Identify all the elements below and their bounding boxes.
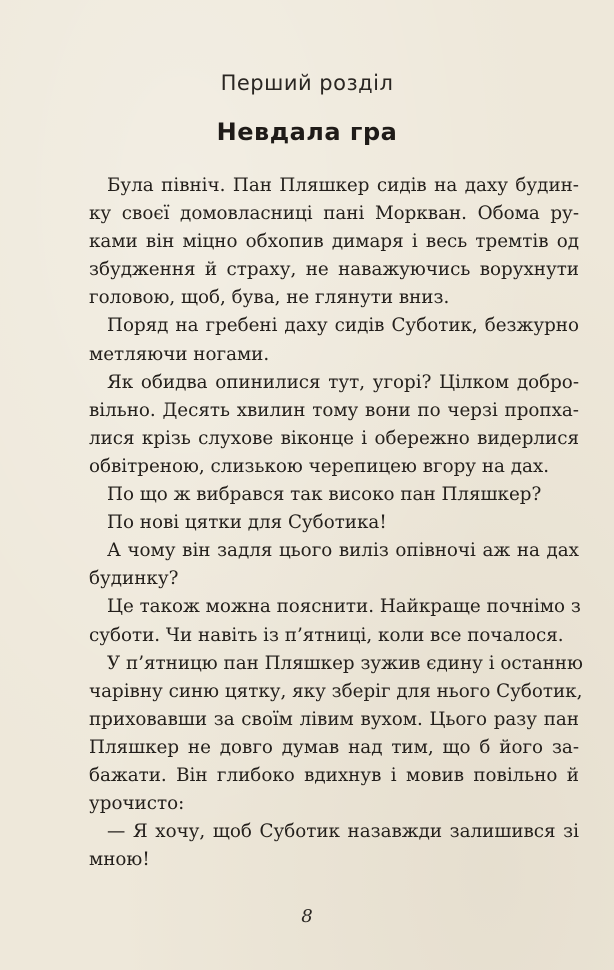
text-line: обвітреною, слизькою черепицею вгору на дах. xyxy=(89,455,550,477)
text-line: Поряд на гребені даху сидів Суботик, безжурно xyxy=(107,315,579,337)
chapter-label: Перший розділ xyxy=(220,71,394,95)
text-line: А чому він задля цього виліз опівночі аж на дах xyxy=(107,540,579,562)
text-line: Була північ. Пан Пляшкер сидів на даху будин- xyxy=(107,175,579,196)
text-line: бажати. Він глибоко вдихнув і мовив повільно й xyxy=(89,764,579,786)
text-line: ку своєї домовласниці пані Моркван. Обома ру- xyxy=(89,203,579,225)
text-line: вільно. Десять хвилин тому вони по черзі пропха- xyxy=(89,399,579,421)
text-line: чарівну синю цятку, яку зберіг для нього Суботик, xyxy=(89,680,583,702)
text-line: лися крізь слухове віконце і обережно видерлися xyxy=(89,427,579,449)
text-line: будинку? xyxy=(89,568,179,590)
text-line: ками він міцно обхопив димаря і весь тремтів од xyxy=(89,231,579,253)
text-line: Це також можна пояснити. Найкраще почнімо з xyxy=(107,596,581,618)
text-line: урочисто: xyxy=(89,793,185,815)
text-line: У п’ятницю пан Пляшкер зужив єдину і останню xyxy=(107,652,583,674)
text-line: По нові цятки для Суботика! xyxy=(107,512,387,534)
text-line: — Я хочу, щоб Суботик назавжди залишився зі xyxy=(107,821,579,843)
text-line: По що ж вибрався так високо пан Пляшкер? xyxy=(107,484,542,506)
text-line: метляючи ногами. xyxy=(89,343,270,365)
text-line: суботи. Чи навіть із п’ятниці, коли все почалося. xyxy=(89,624,564,646)
chapter-title: Невдала гра xyxy=(216,118,398,146)
text-line: мною! xyxy=(89,849,150,871)
text-line: приховавши за своїм лівим вухом. Цього разу пан xyxy=(89,708,579,730)
page-number: 8 xyxy=(301,906,313,927)
body-text xyxy=(89,172,583,874)
text-line: Як обидва опинилися тут, угорі? Цілком добро- xyxy=(107,371,579,393)
text-line: головою, щоб, бува, не глянути вниз. xyxy=(89,287,450,309)
text-line: Пляшкер не довго думав над тим, що б його за- xyxy=(89,736,579,758)
text-line: збудження й страху, не наважуючись ворухнути xyxy=(89,259,579,281)
